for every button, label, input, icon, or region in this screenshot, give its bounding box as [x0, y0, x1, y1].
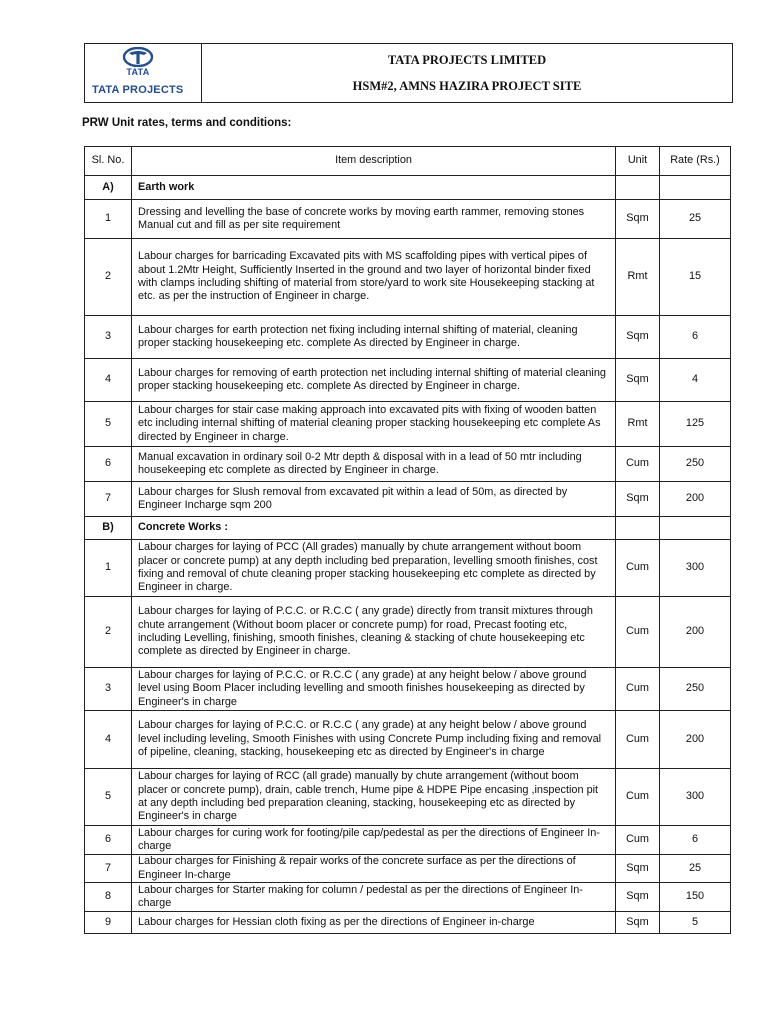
cell-item-description: Dressing and levelling the base of concrete works by moving earth rammer, removing stones Manual cut and fill as per site requirement	[132, 200, 616, 239]
cell-item-description: Labour charges for laying of P.C.C. or R.C.C ( any grade) directly from transit mixtures through chute arrangement (Without boom placer or concrete pump) for road, Precast footing etc, including Levelling, finishing, smooth finishes, cleaning & stacking of chute housekeeping etc complete as directed by Engineer in charge.	[132, 597, 616, 668]
rates-table	[84, 146, 731, 934]
cell-rate: 150	[660, 883, 731, 912]
cell-sl-no: 2	[85, 239, 132, 316]
cell-unit: Sqm	[616, 316, 660, 359]
logo-full-text: TATA PROJECTS	[92, 84, 184, 96]
logo-small-text: TATA	[126, 67, 150, 77]
cell-item-description: Labour charges for Finishing & repair works of the concrete surface as per the directions of Engineer In-charge	[132, 855, 616, 883]
cell-rate: 200	[660, 597, 731, 668]
cell-rate	[660, 517, 731, 540]
document-header	[84, 43, 733, 103]
table-row	[85, 482, 731, 517]
cell-sl-no: 6	[85, 826, 132, 855]
cell-rate: 300	[660, 540, 731, 597]
cell-unit: Sqm	[616, 883, 660, 912]
table-header-row	[85, 147, 731, 176]
table-row	[85, 826, 731, 855]
cell-unit: Rmt	[616, 402, 660, 447]
table-row	[85, 883, 731, 912]
cell-unit	[616, 176, 660, 200]
cell-sl-no: 7	[85, 855, 132, 883]
cell-sl-no: 3	[85, 316, 132, 359]
cell-item-description: Labour charges for stair case making approach into excavated pits with fixing of wooden batten etc including internal shifting of material cleaning proper stacking housekeeping etc complete As directed by Engineer in charge.	[132, 402, 616, 447]
cell-item-description: Labour charges for Starter making for column / pedestal as per the directions of Engineer In-charge	[132, 883, 616, 912]
cell-sl-no: 6	[85, 447, 132, 482]
cell-sl-no: 3	[85, 668, 132, 711]
cell-sl-no: 2	[85, 597, 132, 668]
cell-item-description: Concrete Works :	[132, 517, 616, 540]
header-rate: Rate (Rs.)	[660, 147, 731, 176]
header-unit: Unit	[616, 147, 660, 176]
table-row	[85, 711, 731, 769]
cell-rate	[660, 176, 731, 200]
company-name: TATA PROJECTS LIMITED	[387, 52, 547, 67]
table-body	[85, 176, 731, 934]
header-item-description: Item description	[132, 147, 616, 176]
cell-unit: Cum	[616, 711, 660, 769]
cell-sl-no: 4	[85, 711, 132, 769]
cell-rate: 300	[660, 769, 731, 826]
cell-rate: 200	[660, 711, 731, 769]
cell-rate: 200	[660, 482, 731, 517]
cell-unit: Sqm	[616, 912, 660, 934]
cell-sl-no: 1	[85, 540, 132, 597]
cell-item-description: Labour charges for Slush removal from excavated pit within a lead of 50m, as directed by Engineer Incharge sqm 200	[132, 482, 616, 517]
table-row	[85, 668, 731, 711]
cell-unit: Sqm	[616, 855, 660, 883]
cell-rate: 6	[660, 826, 731, 855]
cell-sl-no: 9	[85, 912, 132, 934]
cell-unit: Cum	[616, 540, 660, 597]
site-name: HSM#2, AMNS HAZIRA PROJECT SITE	[352, 78, 582, 93]
cell-sl-no: A)	[85, 176, 132, 200]
table-row	[85, 912, 731, 934]
cell-rate: 125	[660, 402, 731, 447]
cell-item-description: Labour charges for laying of RCC (all grade) manually by chute arrangement (without boom placer or concrete pump), drain, cable trench, Hume pipe & HDPE Pipe encasing ,inspection pit at any depth including bed preparation cleaning, stacking, housekeeping etc as directed by Engineer's in charge	[132, 769, 616, 826]
cell-item-description: Earth work	[132, 176, 616, 200]
cell-sl-no: 7	[85, 482, 132, 517]
cell-rate: 25	[660, 200, 731, 239]
document-subtitle: PRW Unit rates, terms and conditions:	[82, 117, 292, 129]
cell-rate: 250	[660, 668, 731, 711]
cell-unit: Sqm	[616, 482, 660, 517]
cell-unit: Sqm	[616, 359, 660, 402]
cell-item-description: Labour charges for barricading Excavated pits with MS scaffolding pipes with vertical pipes of about 1.2Mtr Height, Sufficiently Inserted in the ground and two layer of horizontal binder fixed with clamps including shifting of material from store/yard to work site Housekeeping stacking at etc. as per the instruction of Engineer in charge.	[132, 239, 616, 316]
cell-sl-no: 4	[85, 359, 132, 402]
section-row	[85, 517, 731, 540]
table-row	[85, 447, 731, 482]
tata-logo-icon	[122, 47, 154, 67]
cell-unit: Cum	[616, 668, 660, 711]
cell-sl-no: 5	[85, 769, 132, 826]
table-row	[85, 855, 731, 883]
table-row	[85, 769, 731, 826]
table-row	[85, 316, 731, 359]
cell-sl-no: B)	[85, 517, 132, 540]
cell-unit: Cum	[616, 447, 660, 482]
cell-unit: Cum	[616, 597, 660, 668]
section-row	[85, 176, 731, 200]
cell-rate: 25	[660, 855, 731, 883]
logo-cell	[85, 44, 202, 102]
cell-sl-no: 1	[85, 200, 132, 239]
table-row	[85, 200, 731, 239]
cell-rate: 6	[660, 316, 731, 359]
table-row	[85, 402, 731, 447]
cell-unit: Cum	[616, 826, 660, 855]
table-row	[85, 239, 731, 316]
cell-unit: Sqm	[616, 200, 660, 239]
header-titles	[202, 44, 732, 102]
cell-item-description: Labour charges for earth protection net fixing including internal shifting of material, cleaning proper stacking housekeeping etc. complete As directed by Engineer in charge.	[132, 316, 616, 359]
cell-rate: 250	[660, 447, 731, 482]
cell-item-description: Labour charges for curing work for footing/pile cap/pedestal as per the directions of Engineer In-charge	[132, 826, 616, 855]
cell-sl-no: 8	[85, 883, 132, 912]
table-row	[85, 597, 731, 668]
cell-rate: 5	[660, 912, 731, 934]
cell-unit	[616, 517, 660, 540]
cell-unit: Cum	[616, 769, 660, 826]
cell-item-description: Manual excavation in ordinary soil 0-2 Mtr depth & disposal with in a lead of 50 mtr including housekeeping etc complete as directed by Engineer in charge.	[132, 447, 616, 482]
cell-item-description: Labour charges for removing of earth protection net including internal shifting of material cleaning proper stacking housekeeping etc. complete As directed by Engineer in charge.	[132, 359, 616, 402]
cell-item-description: Labour charges for laying of P.C.C. or R.C.C ( any grade) at any height below / above ground level using Boom Placer including levelling and smooth finishes housekeeping as directed by Engineer's in charge	[132, 668, 616, 711]
table-row	[85, 359, 731, 402]
header-sl-no: Sl. No.	[85, 147, 132, 176]
cell-sl-no: 5	[85, 402, 132, 447]
cell-rate: 15	[660, 239, 731, 316]
cell-item-description: Labour charges for laying of PCC (All grades) manually by chute arrangement without boom placer or concrete pump) at any depth including bed preparation, levelling smooth finishes, cost fixing and removal of chute cleaning proper stacking housekeeping etc complete as directed by Engineer in charge.	[132, 540, 616, 597]
cell-unit: Rmt	[616, 239, 660, 316]
cell-item-description: Labour charges for Hessian cloth fixing as per the directions of Engineer in-charge	[132, 912, 616, 934]
cell-item-description: Labour charges for laying of P.C.C. or R.C.C ( any grade) at any height below / above ground level including leveling, Smooth Finishes with using Concrete Pump including fixing and removal of pipeline, cleaning, stacking, housekeeping etc as directed by Engineer's in charge	[132, 711, 616, 769]
table-row	[85, 540, 731, 597]
cell-rate: 4	[660, 359, 731, 402]
